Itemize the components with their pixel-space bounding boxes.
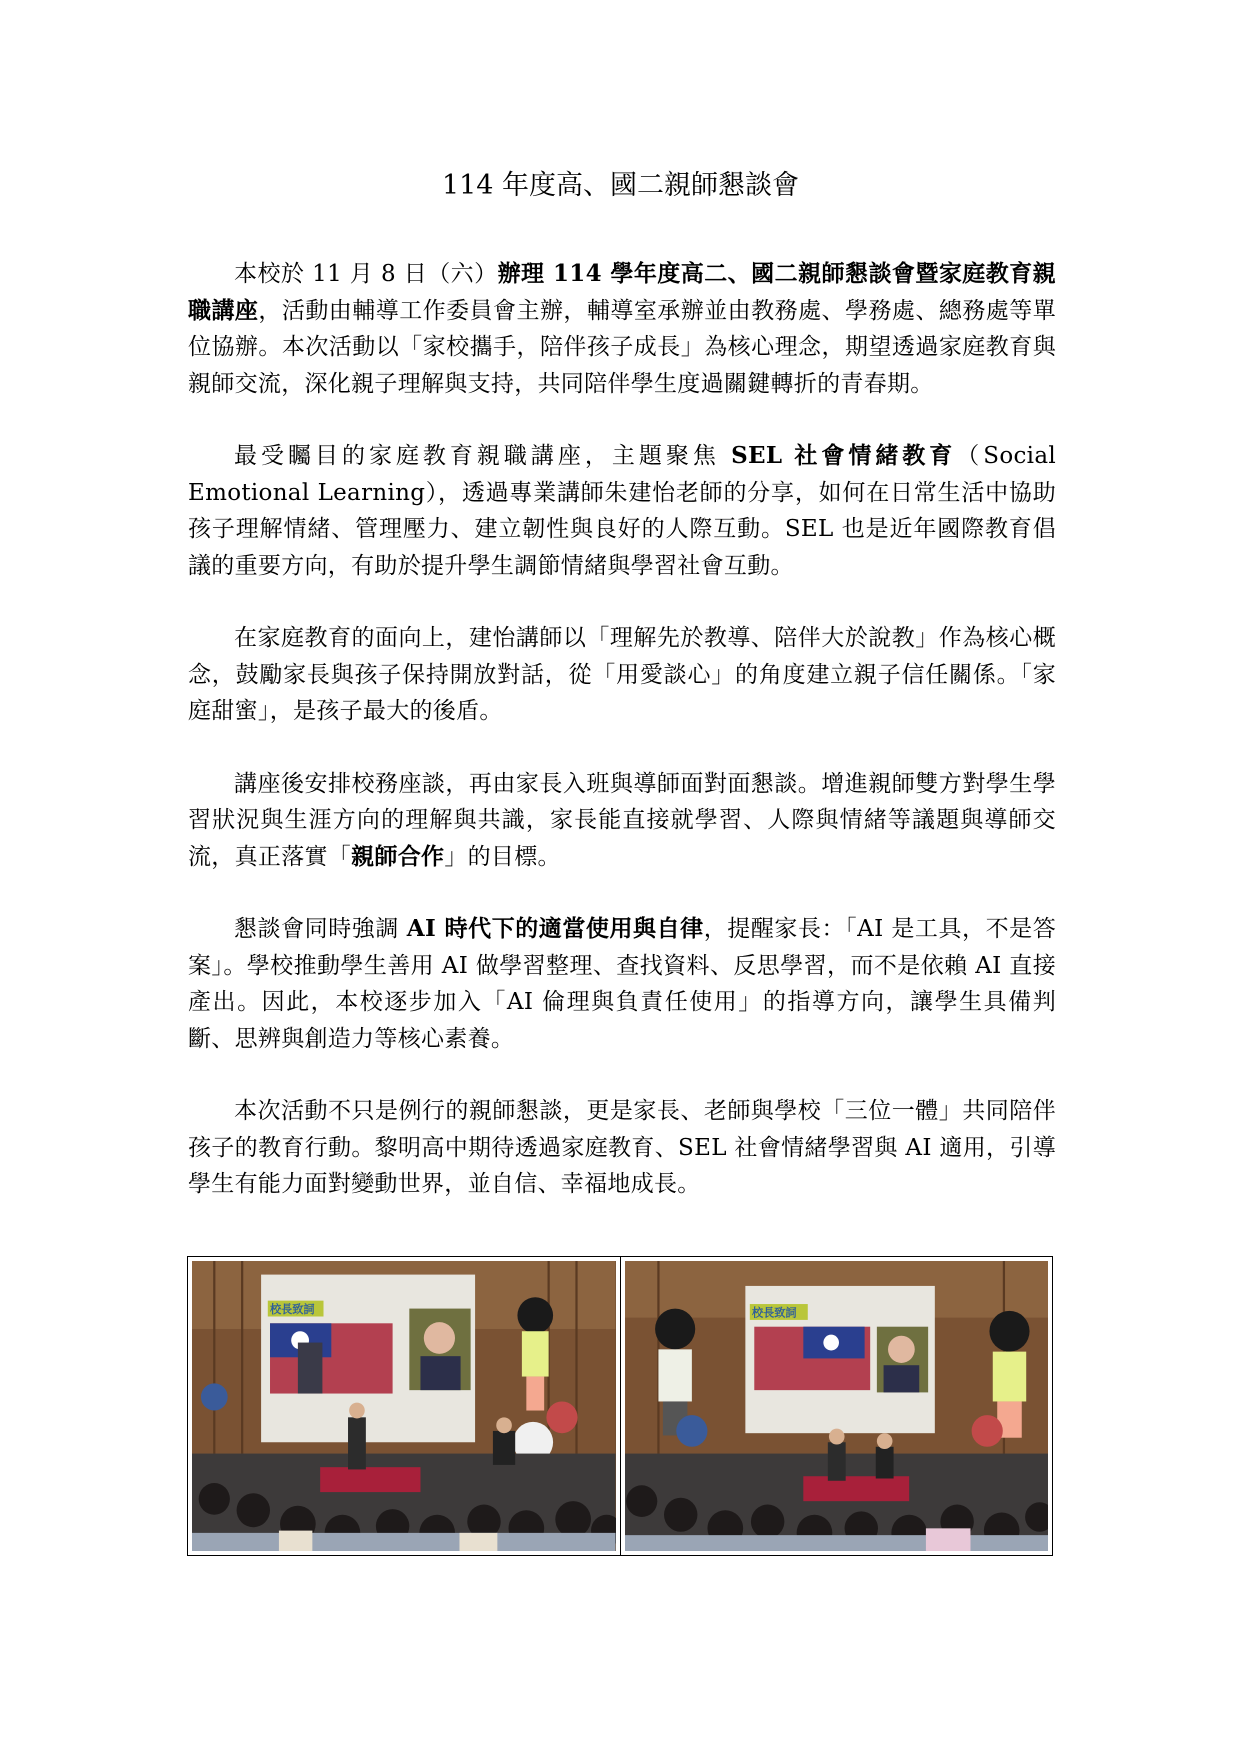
text-segment: 在家庭教育的面向上，建怡講師以「理解先於教導、陪伴大於說教」作為核心概念，鼓勵家長與孩子保持開放對話，從「用愛談心」的角度建立親子信任關係。「家庭甜蜜」，是孩子最大的後盾。: [188, 625, 1056, 724]
article-paragraph: [188, 1093, 1056, 1203]
text-segment: （Social Emotional Learning），透過專業講師朱建怡老師的分享，如何在日常生活中協助孩子理解情緒、管理壓力、建立韌性與良好的人際互動。SEL 也是近年國際教育倡議的重要方向，有助於提升學生調節情緒與學習社會互動。: [188, 443, 1056, 579]
text-segment: 懇談會同時強調: [234, 916, 407, 942]
page-title: 114 年度高、國二親師懇談會: [441, 170, 800, 201]
text-segment: ，活動由輔導工作委員會主辦，輔導室承辦並由教務處、學務處、總務處等單位協辦。本次活動以「家校攜手，陪伴孩子成長」為核心理念，期望透過家庭教育與親師交流，深化親子理解與支持，共同陪伴學生度過關鍵轉折的青春期。: [188, 297, 1057, 397]
article-paragraph: [188, 256, 1056, 402]
bold-text-segment: AI 時代下的適當使用與自律: [406, 915, 704, 942]
text-segment: 講座後安排校務座談，再由家長入班與導師面對面懇談。增進親師雙方對學生學習狀況與生涯方向的理解與共識，家長能直接就學習、人際與情緒等議題與導師交流，真正落實「: [188, 770, 1056, 870]
text-segment: 」的目標。: [444, 843, 561, 870]
article-paragraph: [188, 620, 1056, 730]
slide-title-text: 校長致詞: [270, 1303, 315, 1317]
bold-text-segment: SEL 社會情緒教育: [731, 442, 957, 469]
bold-text-segment: 親師合作: [351, 842, 445, 870]
photo-table: [187, 1256, 1053, 1556]
event-photo-1: [192, 1261, 616, 1551]
article-paragraph: [188, 766, 1056, 876]
text-segment: 最受矚目的家庭教育親職講座，主題聚焦: [234, 443, 732, 469]
article-paragraph: [188, 911, 1056, 1057]
event-photo-2: [625, 1261, 1049, 1551]
article-paragraph: [188, 438, 1056, 584]
photo-cell-right: [620, 1257, 1053, 1555]
bold-text-segment: 辦理 114 學年度高二、國二親師懇談會暨家庭教育親職講座: [188, 260, 1056, 324]
photo-cell-left: [188, 1257, 620, 1555]
article-body: [188, 256, 1056, 1239]
text-segment: ，提醒家長：「AI 是工具，不是答案」。學校推動學生善用 AI 做學習整理、查找資料、反思學習，而不是依賴 AI 直接產出。因此，本校逐步加入「AI 倫理與負責任使用」的指導方向，讓學生具備判斷、思辨與創造力等核心素養。: [188, 916, 1057, 1052]
slide-title-text-2: 校長致詞: [751, 1306, 797, 1320]
text-segment: 本次活動不只是例行的親師懇談，更是家長、老師與學校「三位一體」共同陪伴孩子的教育行動。黎明高中期待透過家庭教育、SEL 社會情緒學習與 AI 適用，引導學生有能力面對變動世界，並自信、幸福地成長。: [188, 1098, 1056, 1197]
text-segment: 本校於 11 月 8 日（六）: [234, 261, 498, 287]
